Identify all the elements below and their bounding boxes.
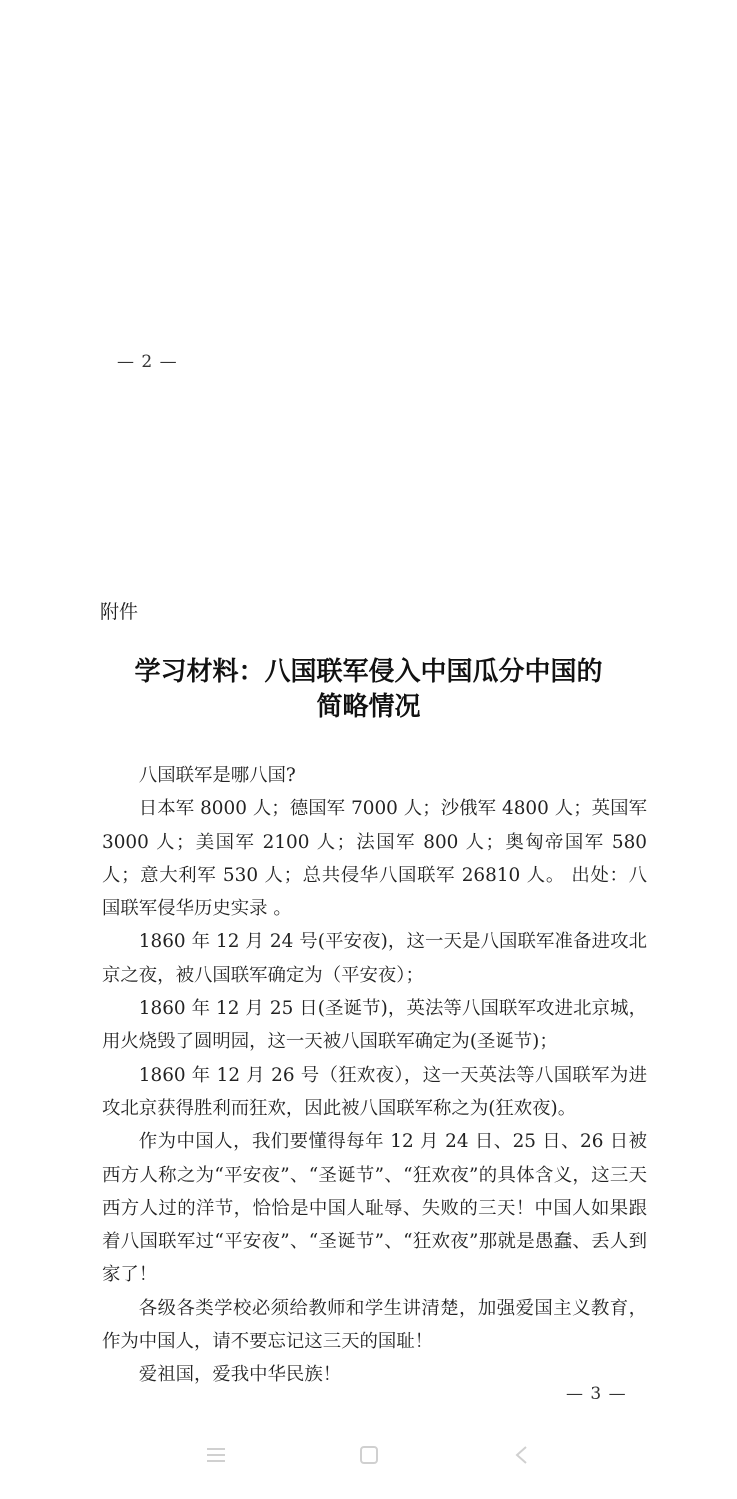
paragraph-schools: 各级各类学校必须给教师和学生讲清楚，加强爱国主义教育，作为中国人，请不要忘记这三天的国耻！ xyxy=(102,1297,647,1353)
document-body xyxy=(102,759,647,1392)
back-icon[interactable] xyxy=(511,1444,533,1466)
paragraph-troop-counts: 日本军 8000 人；德国军 7000 人；沙俄军 4800 人；英国军 3000 人；美国军 2100 人；法国军 800 人；奥匈帝国军 580 人；意大利军 530 人；总共侵华八国联军 26810 人。 出处：八国联军侵华历史实录 。 xyxy=(102,798,647,920)
page-number-bottom: — 3 — xyxy=(566,1384,627,1404)
attachment-label: 附件 xyxy=(100,601,139,623)
paragraph-dec-25: 1860 年 12 月 25 日(圣诞节)，英法等八国联军攻进北京城，用火烧毁了圆明园，这一天被八国联军确定为(圣诞节)； xyxy=(102,998,647,1053)
document-title-line-2: 简略情况 xyxy=(316,692,421,722)
home-icon[interactable] xyxy=(358,1444,380,1466)
paragraph-closing: 爱祖国，爱我中华民族！ xyxy=(138,1364,342,1386)
document-title xyxy=(60,655,677,725)
page-number-top: — 2 — xyxy=(117,352,178,372)
system-nav-bar xyxy=(0,1430,737,1490)
document-title-line-1: 学习材料：八国联军侵入中国瓜分中国的 xyxy=(134,657,603,687)
paragraph-dec-26: 1860 年 12 月 26 号（狂欢夜），这一天英法等八国联军为进攻北京获得胜利而狂欢，因此被八国联军称之为(狂欢夜)。 xyxy=(102,1064,647,1119)
paragraph-dec-24: 1860 年 12 月 24 号(平安夜)，这一天是八国联军准备进攻北京之夜，被八国联军确定为（平安夜）； xyxy=(102,931,647,986)
paragraph-question: 八国联军是哪八国? xyxy=(138,765,296,786)
menu-icon[interactable] xyxy=(205,1444,227,1466)
paragraph-meaning: 作为中国人，我们要懂得每年 12 月 24 日、25 日、26 日被西方人称之为“平安夜”、“圣诞节”、“狂欢夜”的具体含义，这三天西方人过的洋节，恰恰是中国人耻辱、失败的三天！中国人如果跟着八国联军过“平安夜”、“圣诞节”、“狂欢夜”那就是愚蠢、丢人到家了！ xyxy=(102,1131,647,1286)
